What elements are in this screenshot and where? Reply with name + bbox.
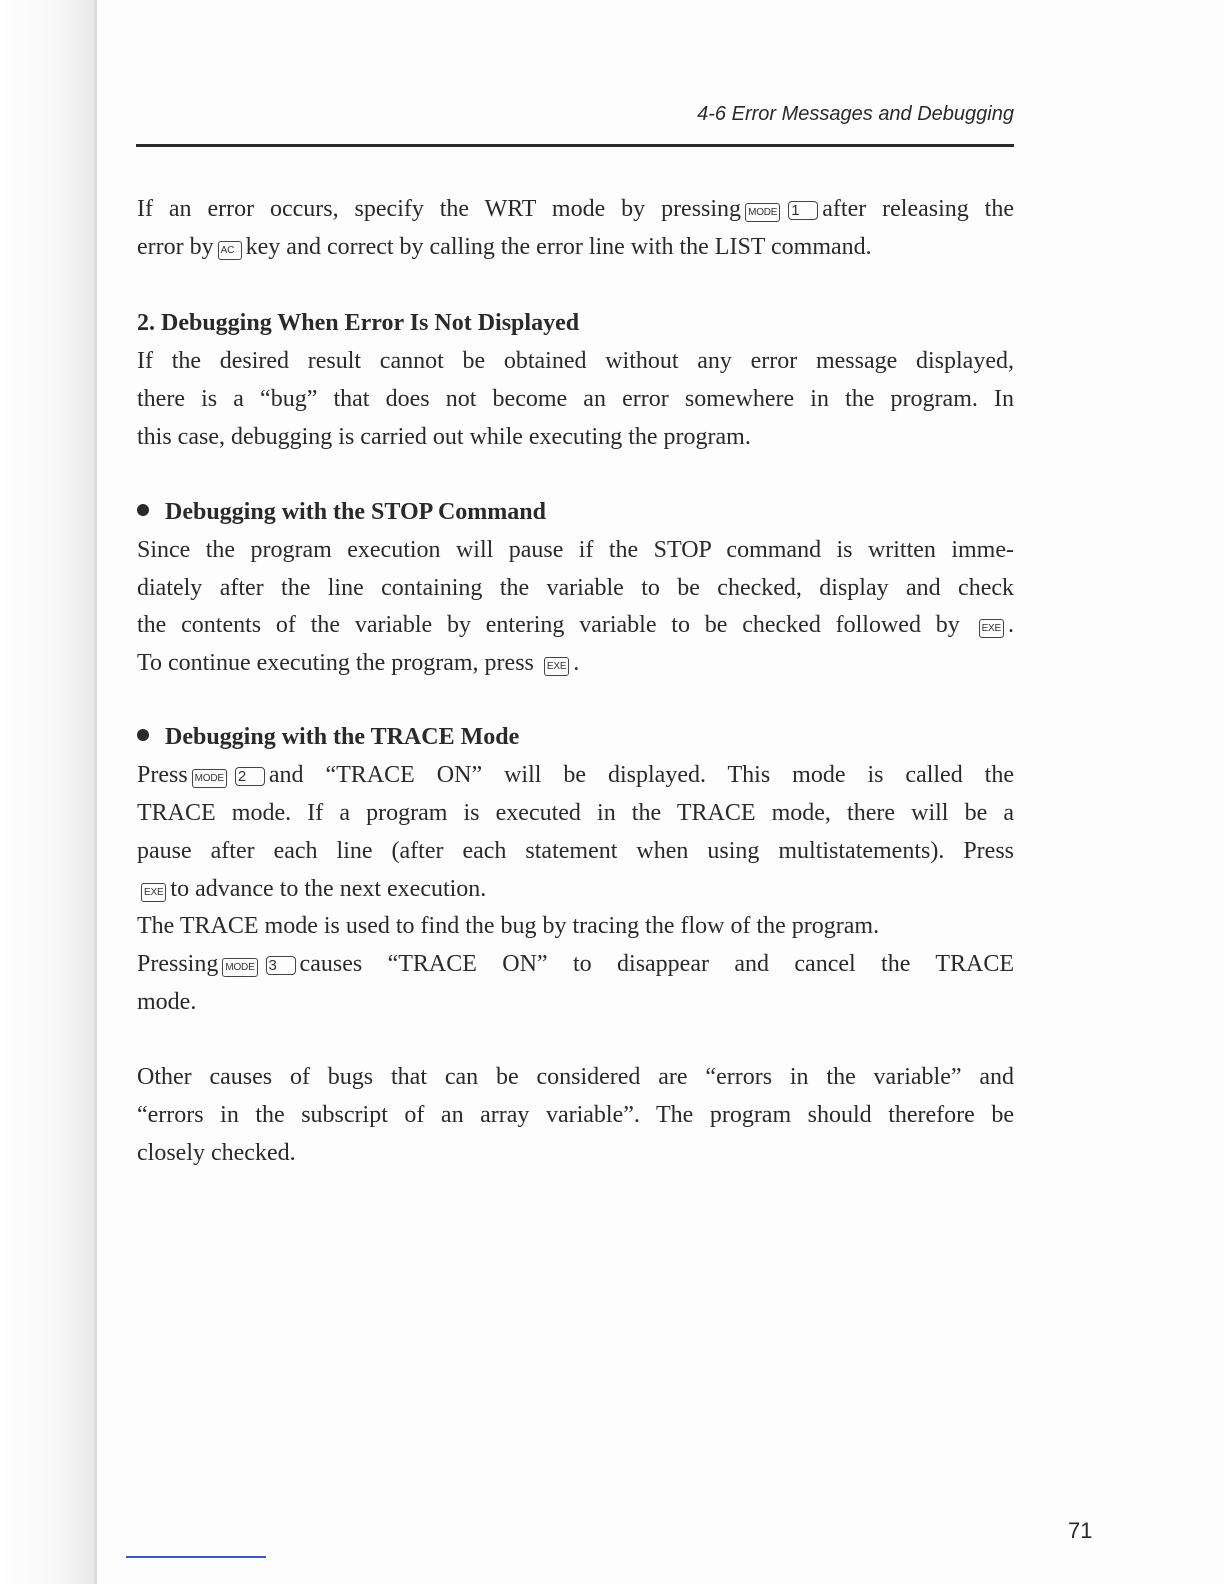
closing-line-2: “errors in the subscript of an array variable”. The program should therefore be bbox=[137, 1102, 1014, 1128]
stop-line-3: the contents of the variable by entering variable to be checked followed by EXE . bbox=[137, 612, 1014, 638]
closing-line-3: closely checked. bbox=[137, 1140, 296, 1166]
book-spine-shadow bbox=[0, 0, 94, 1584]
trace-line-3: pause after each line (after each statement when using multistatements). Press bbox=[137, 838, 1014, 864]
key-1-icon: 1 bbox=[788, 201, 818, 220]
footer-line bbox=[126, 1556, 266, 1558]
section-2-line-1: If the desired result cannot be obtained without any error message displayed, bbox=[137, 348, 1014, 374]
key-2-icon: 2 bbox=[235, 767, 265, 786]
trace-line-7: mode. bbox=[137, 989, 197, 1015]
trace-line-6: Pressing MODE 3 causes “TRACE ON” to disappear and cancel the TRACE bbox=[137, 951, 1014, 977]
trace-line-2: TRACE mode. If a program is executed in the TRACE mode, there will be a bbox=[137, 800, 1014, 826]
bullet-icon bbox=[137, 504, 149, 516]
mode-key-icon: MODE bbox=[192, 769, 227, 788]
running-header: 4-6 Error Messages and Debugging bbox=[697, 103, 1014, 125]
section-2-line-2: there is a “bug” that does not become an error somewhere in the program. In bbox=[137, 386, 1014, 412]
stop-line-1: Since the program execution will pause if the STOP command is written imme- bbox=[137, 537, 1014, 563]
exe-key-icon: EXE bbox=[979, 619, 1004, 638]
mode-key-icon: MODE bbox=[745, 203, 780, 222]
section-2-line-3: this case, debugging is carried out while executing the program. bbox=[137, 424, 751, 450]
trace-line-1: Press MODE 2 and “TRACE ON” will be displayed. This mode is called the bbox=[137, 762, 1014, 788]
intro-line-1: If an error occurs, specify the WRT mode by pressing MODE 1 after releasing the bbox=[137, 196, 1014, 222]
bullet-icon bbox=[137, 729, 149, 741]
stop-heading: Debugging with the STOP Command bbox=[137, 493, 1014, 531]
ac-key-icon: AC bbox=[218, 241, 242, 260]
closing-line-1: Other causes of bugs that can be considered are “errors in the variable” and bbox=[137, 1064, 1014, 1090]
trace-line-4: EXE to advance to the next execution. bbox=[137, 870, 1014, 908]
header-rule bbox=[136, 144, 1014, 147]
section-2-heading: 2. Debugging When Error Is Not Displayed bbox=[137, 310, 580, 336]
mode-key-icon: MODE bbox=[222, 958, 257, 977]
trace-line-5: The TRACE mode is used to find the bug by tracing the flow of the program. bbox=[137, 913, 880, 939]
exe-key-icon: EXE bbox=[141, 883, 166, 902]
trace-heading: Debugging with the TRACE Mode bbox=[137, 718, 1014, 756]
exe-key-icon: EXE bbox=[544, 657, 569, 676]
stop-line-2: diately after the line containing the variable to be checked, display and check bbox=[137, 575, 1014, 601]
page-number: 71 bbox=[1068, 1518, 1093, 1543]
key-3-icon: 3 bbox=[266, 956, 296, 975]
intro-line-2: error by AC key and correct by calling the error line with the LIST command. bbox=[137, 234, 872, 260]
stop-line-4: To continue executing the program, press EXE . bbox=[137, 650, 580, 676]
